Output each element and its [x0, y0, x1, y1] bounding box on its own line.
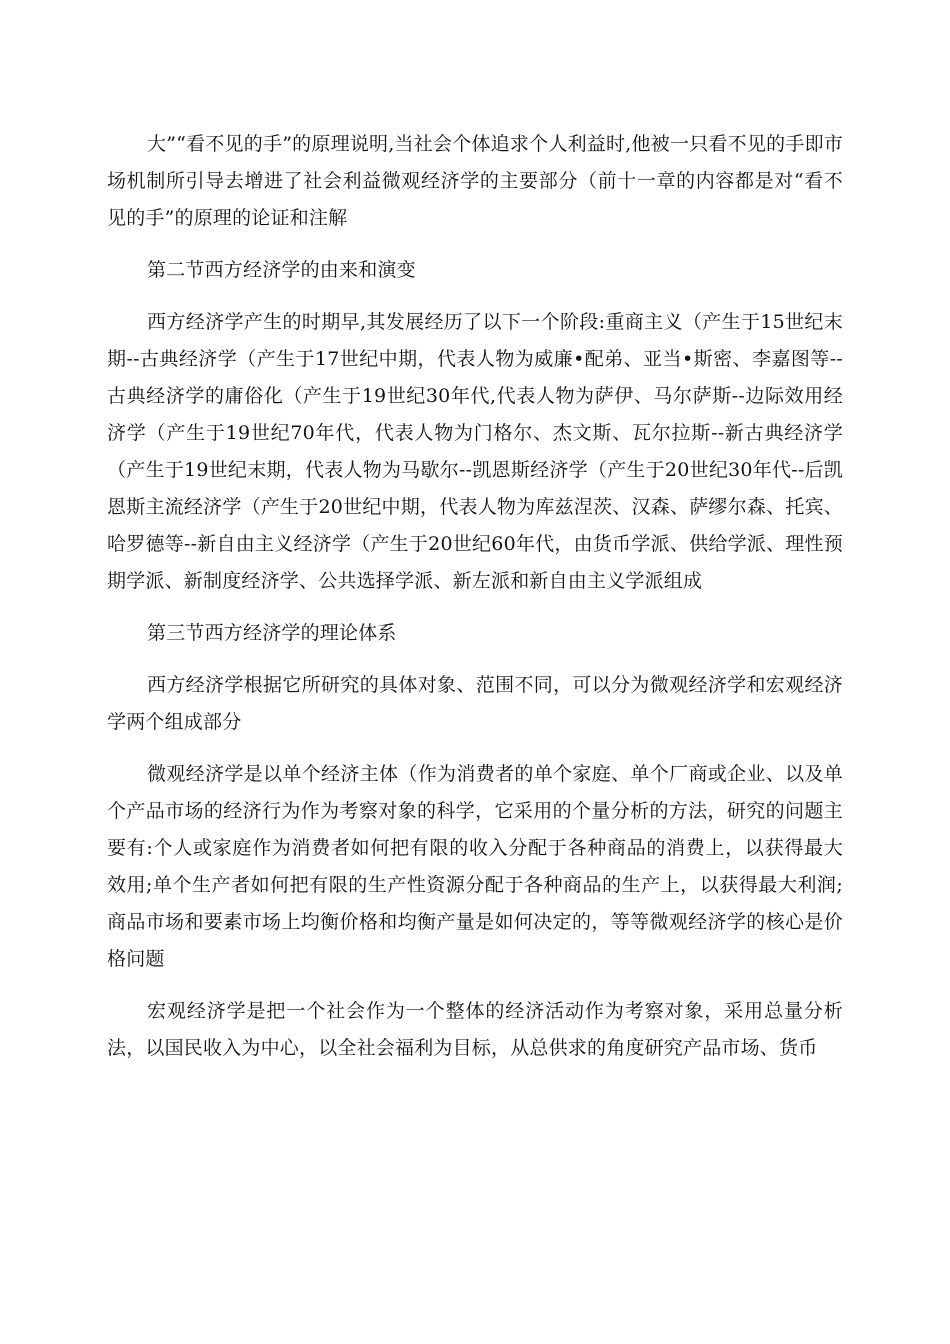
section-heading-theory-system: 第三节西方经济学的理论体系 [147, 622, 397, 644]
paragraph-history: 西方经济学产生的时期早,其发展经历了以下一个阶段:重商主义（产生于15世纪末期--古典经济学（产生于17世纪中期，代表人物为威廉•配弟、亚当•斯密、李嘉图等--古典经济学的庸俗化（产生于19世纪30年代,代表人物为萨伊、马尔萨斯--边际效用经济学（产生于19世纪70年代，代表人物为门格尔、杰文斯、瓦尔拉斯--新古典经济学（产生于19世纪末期，代表人物为马歇尔--凯恩斯经济学（产生于20世纪30年代--后凯恩斯主流经济学（产生于20世纪中期，代表人物为库兹涅茨、汉森、萨缪尔森、托宾、哈罗德等--新自由主义经济学（产生于20世纪60年代，由货币学派、供给学派、理性预期学派、新制度经济学、公共选择学派、新左派和新自由主义学派组成 [107, 311, 843, 592]
paragraph-two-parts: 西方经济学根据它所研究的具体对象、范围不同，可以分为微观经济学和宏观经济学两个组成部分 [107, 674, 843, 733]
paragraph-macroeconomics: 宏观经济学是把一个社会作为一个整体的经济活动作为考察对象，采用总量分析法，以国民收入为中心，以全社会福利为目标，从总供求的角度研究产品市场、货币 [107, 1000, 843, 1059]
document-body [107, 126, 843, 1082]
paragraph-invisible-hand: 大”“看不见的手”的原理说明,当社会个体追求个人利益时,他被一只看不见的手即市场机制所引导去增进了社会利益微观经济学的主要部分（前十一章的内容都是对“看不见的手”的原理的论证和注解 [107, 133, 843, 229]
section-heading-origin: 第二节西方经济学的由来和演变 [147, 259, 416, 281]
paragraph-microeconomics: 微观经济学是以单个经济主体（作为消费者的单个家庭、单个厂商或企业、以及单个产品市场的经济行为作为考察对象的科学，它采用的个量分析的方法，研究的问题主要有:个人或家庭作为消费者如何把有限的收入分配于各种商品的消费上，以获得最大效用;单个生产者如何把有限的生产性资源分配于各种商品的生产上，以获得最大利润;商品市场和要素市场上均衡价格和均衡产量是如何决定的，等等微观经济学的核心是价格问题 [107, 763, 843, 970]
